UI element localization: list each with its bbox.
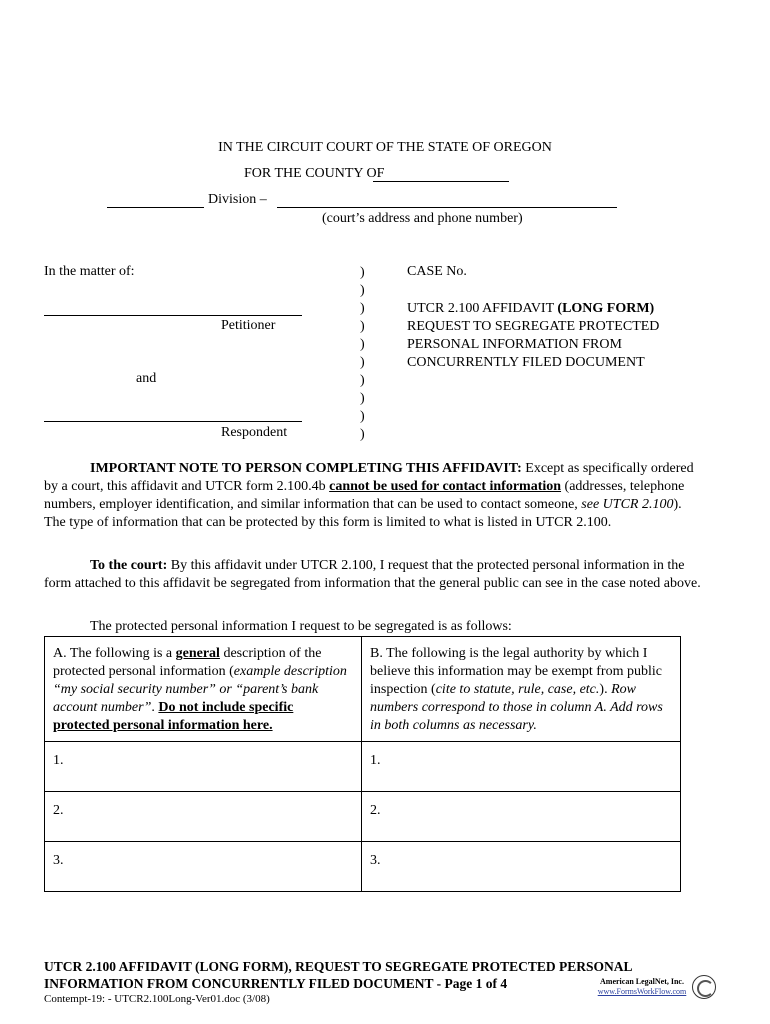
caption-paren: ) [360,409,365,424]
division-label: Division – [208,192,267,207]
column-a-cell[interactable]: 1. [45,742,362,792]
column-b-cell[interactable]: 2. [362,792,681,842]
column-b-cell[interactable]: 1. [362,742,681,792]
form-title-line: UTCR 2.100 AFFIDAVIT [407,301,554,316]
publisher-name: American LegalNet, Inc. [600,977,684,986]
division-blank[interactable] [107,207,204,208]
publisher-url[interactable]: www.FormsWorkFlow.com [597,987,687,996]
respondent-blank[interactable] [44,421,302,422]
caption-paren: ) [360,301,365,316]
publisher-emblem-icon [692,975,716,999]
petitioner-label: Petitioner [221,318,276,333]
footer-title-line: INFORMATION FROM CONCURRENTLY FILED DOCUMENT - Page 1 of 4 [44,976,508,991]
caption-paren: ) [360,355,365,370]
form-title-long-form: (LONG FORM) [557,301,655,316]
do-not-include-warning: Do not include specific protected personal information here. [53,700,294,733]
caption-paren: ) [360,283,365,298]
footer-title [44,958,632,992]
caption-paren: ) [360,319,365,334]
case-number-label: CASE No. [407,264,467,279]
example-text: example description “my social security number” or “parent’s bank account number” [53,664,347,715]
column-a-cell[interactable]: 2. [45,792,362,842]
important-note [44,460,704,532]
table-row [45,842,681,892]
court-request-text: By this affidavit under UTCR 2.100, I request that the protected personal information in the form attached to this affidavit be segregated from information that the general public can see in the case noted above. [44,558,701,591]
note-emphasis: cannot be used for contact information [329,479,562,494]
form-title-line: REQUEST TO SEGREGATE PROTECTED [407,319,660,334]
note-text: (addresses, telephone numbers, employer identification, and similar information that can be used to contact someone, [44,479,685,512]
form-title-line: PERSONAL INFORMATION FROM [407,337,622,352]
note-see-reference: see UTCR 2.100 [581,497,674,512]
protected-info-table [44,636,681,892]
column-b-cell[interactable]: 3. [362,842,681,892]
county-blank[interactable] [373,181,509,182]
and-label: and [136,371,157,386]
table-intro: The protected personal information I request to be segregated is as follows: [90,619,512,634]
column-b-header: B. The following is the legal authority by which I believe this information may be exempt from public inspection (cite to statute, rule, case, etc.). Row numbers correspond to those in column A. Add rows in both columns as necessary. [362,637,681,742]
publisher-logo [596,975,716,1003]
matter-label: In the matter of: [44,264,135,279]
court-heading: IN THE CIRCUIT COURT OF THE STATE OF OREGON [218,140,552,155]
table-row [45,792,681,842]
rows-note: Row numbers correspond to those in column A. Add rows in both columns as necessary. [370,682,663,733]
note-lead: IMPORTANT NOTE TO PERSON COMPLETING THIS AFFIDAVIT: [90,461,522,476]
column-a-header: A. The following is a general description of the protected personal information (example description “my social security number” or “parent’s bank account number”. Do not include specific protected personal information here. [45,637,362,742]
cite-text: cite to statute, rule, case, etc. [435,682,600,697]
court-request-lead: To the court: [90,558,168,573]
respondent-label: Respondent [221,425,288,440]
caption-paren: ) [360,373,365,388]
caption-paren: ) [360,427,365,442]
table-row [45,742,681,792]
caption-paren: ) [360,265,365,280]
caption-paren: ) [360,337,365,352]
publisher-logo-text [596,977,688,997]
note-text: ). The type of information that can be protected by this form is limited to what is listed in UTCR 2.100. [44,497,682,530]
note-text: Except as specifically ordered by a court, this affidavit and UTCR form 2.100.4b [44,461,694,494]
petitioner-blank[interactable] [44,315,302,316]
column-a-cell[interactable]: 3. [45,842,362,892]
general-emphasis: general [175,646,220,661]
court-address-blank[interactable] [277,207,617,208]
form-identifier: Contempt-19: - UTCR2.100Long-Ver01.doc (3/08) [44,993,270,1005]
form-title-line: CONCURRENTLY FILED DOCUMENT [407,355,645,370]
form-title [407,300,659,372]
court-request [44,557,704,593]
county-label: FOR THE COUNTY OF [244,166,385,181]
caption-paren: ) [360,391,365,406]
address-note: (court’s address and phone number) [322,211,523,226]
footer-title-line: UTCR 2.100 AFFIDAVIT (LONG FORM), REQUEST TO SEGREGATE PROTECTED PERSONAL [44,959,633,974]
